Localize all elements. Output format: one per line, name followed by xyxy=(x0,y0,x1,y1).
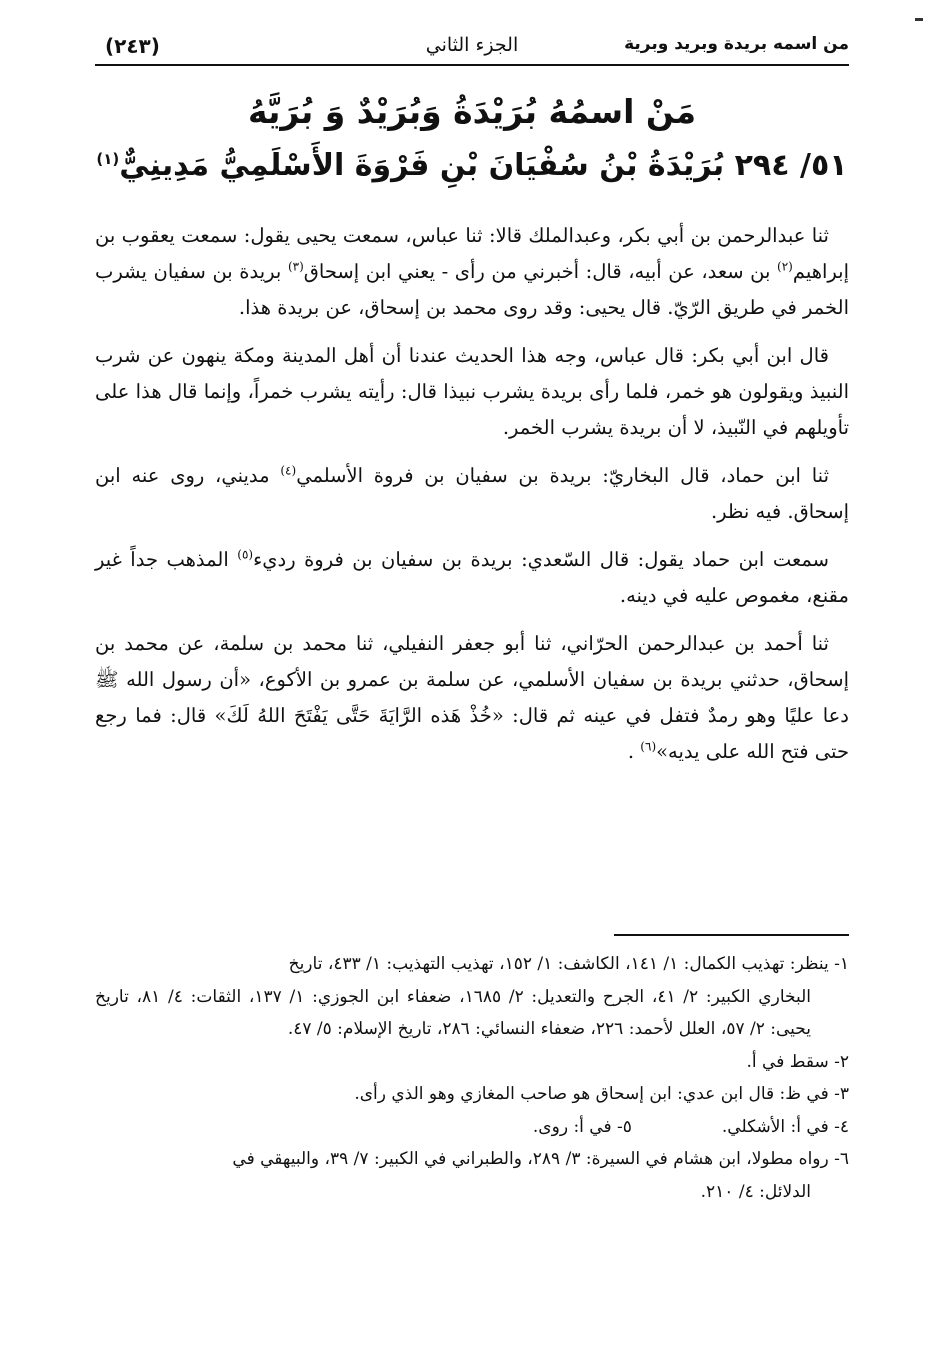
footnote-3: ٣- في ظ: قال ابن عدي: ابن إسحاق هو صاحب المغازي وهو الذي رأى. xyxy=(354,1084,849,1104)
footnote-6-continued: الدلائل: ٤/ ٢١٠. xyxy=(700,1181,811,1202)
page-number: (٢٤٣) xyxy=(105,34,160,58)
header-section-title: من اسمه بريدة وبريد وبرية xyxy=(624,34,849,54)
footnote-2: ٢- سقط في أ. xyxy=(746,1051,849,1072)
footnote-6: ٦- رواه مطولا، ابن هشام في السيرة: ٣/ ٢٨٩، والطبراني في الكبير: ٧/ ٣٩، والبيهقي في xyxy=(232,1149,849,1169)
footnote-ref: (٥) xyxy=(237,547,254,562)
footnote-ref: (٢) xyxy=(777,259,793,274)
footnote-ref: (٤) xyxy=(280,463,297,478)
footnote-1: ١- ينظر: تهذيب الكمال: ١/ ١٤١، الكاشف: ١/ ١٥٢، تهذيب التهذيب: ١/ ٤٣٣، تاريخ xyxy=(288,954,849,974)
paragraph: قال ابن أبي بكر: قال عباس، وجه هذا الحديث عندنا أن أهل المدينة ومكة ينهون عن شرب النبيذ ويقولون هو خمر، فلما رأى بريدة يشرب نبيذا قال: رأيته يشرب خمراً، وإنما قال هذا على تأويلهم في النّبيذ، لا أن بريدة يشرب الخمر. xyxy=(95,344,849,439)
footnote-ref: (٣) xyxy=(287,259,304,274)
footnote-row-4-5 xyxy=(95,1111,849,1144)
paragraph: ثنا ابن حماد، قال البخاريّ: بريدة بن سفيان بن فروة الأسلمي$^{(٤)}$ مديني، روى عنه ابن إسحاق. فيه نظر. xyxy=(95,463,849,523)
footnote-5: ٥- في أ: روى. xyxy=(532,1116,632,1137)
scan-mark xyxy=(915,18,923,21)
header-volume: الجزء الثاني xyxy=(425,34,519,56)
paragraph: ثنا أحمد بن عبدالرحمن الحرّاني، ثنا أبو جعفر النفيلي، ثنا محمد بن سلمة، عن محمد بن إسحاق، حدثني بريدة بن سفيان الأسلمي، عن سلمة بن عمرو بن الأكوع، «أن رسول الله ﷺ دعا عليًا وهو رمدٌ فتفل في عينه ثم قال: «خُذْ هَذه الرَّايَةَ حَتَّى يَفْتَحَ اللهُ لَكَ» قال: فما رجع حتى فتح الله على يديه»$^{(٦)}$ . xyxy=(95,632,849,763)
footnotes xyxy=(95,948,849,1208)
footnote-ref: (٦) xyxy=(640,739,657,754)
paragraph: سمعت ابن حماد يقول: قال السّعدي: بريدة بن سفيان بن فروة رديء$^{(٥)}$ المذهب جداً غير مقنع، مغموص عليه في دينه. xyxy=(95,547,849,607)
footnote-ref: (١) xyxy=(96,150,120,168)
footnote-4: ٤- في أ: الأشكلي. xyxy=(721,1116,849,1137)
paragraph: ثنا عبدالرحمن بن أبي بكر، وعبدالملك قالا: ثنا عباس، سمعت يحيى يقول: سمعت يعقوب بن إبراهيم$^{(٢)}$ بن سعد، عن أبيه، قال: أخبرني من رأى - يعني ابن إسحاق$^{(٣)}$ بريدة بن سفيان يشرب الخمر في طريق الرّيّ. قال يحيى: وقد روى محمد بن إسحاق، عن بريدة هذا. xyxy=(95,224,850,319)
entry-title xyxy=(95,148,849,183)
main-text xyxy=(95,218,849,782)
chapter-title: مَنْ اسمُهُ بُرَيْدَةُ وَبُرَيْدٌ وَ بُرَيَّهُ xyxy=(247,92,697,131)
running-header xyxy=(95,30,849,66)
footnote-1-continued: البخاري الكبير: ٢/ ٤١، الجرح والتعديل: ٢/ ١٦٨٥، ضعفاء ابن الجوزي: ١/ ١٣٧، الثقات: ٤/ ٨١، تاريخ يحيى: ٢/ ٥٧، العلل لأحمد: ٢٢٦، ضعفاء النسائي: ٢٨٦، تاريخ الإسلام: ٥/ ٤٧. xyxy=(95,986,812,1039)
footnote-separator xyxy=(614,934,849,936)
entry-name: بُرَيْدَةُ بْنُ سُفْيَانَ بْنِ فَرْوَةَ الأَسْلَمِيُّ مَدِينِيٌّ xyxy=(119,148,725,183)
entry-number: ٥١/ ٢٩٤ xyxy=(734,148,848,183)
